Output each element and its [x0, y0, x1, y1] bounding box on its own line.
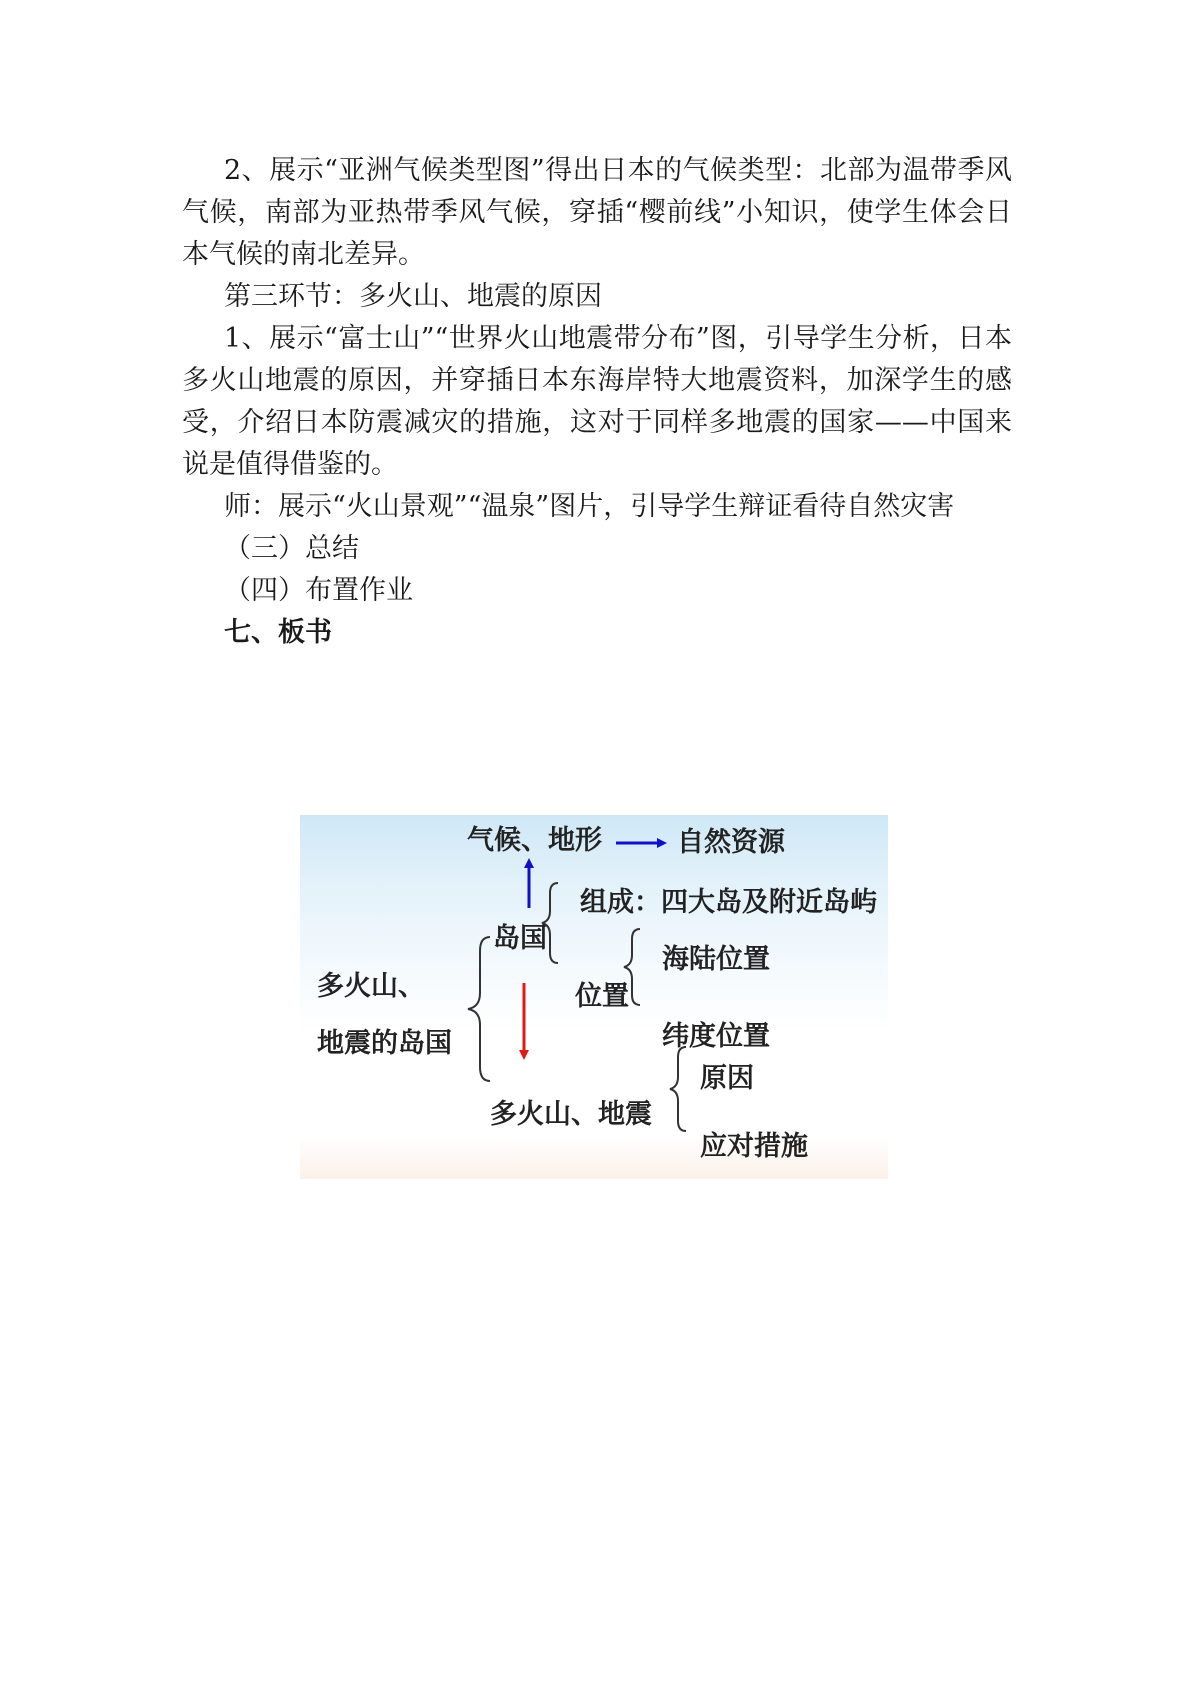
paragraph-teacher-note: 师：展示“火山景观”“温泉”图片，引导学生辩证看待自然灾害	[224, 491, 955, 522]
brace-volcano	[670, 1047, 686, 1131]
node-cause: 原因	[700, 1063, 754, 1094]
paragraph-third-stage: 第三环节：多火山、地震的原因	[224, 281, 602, 312]
section-heading-blackboard: 七、板书	[224, 617, 332, 648]
brace-root	[468, 937, 490, 1081]
paragraph-climate-types: 2、展示“亚洲气候类型图”得出日本的气候类型：北部为温带季风气候，南部为亚热带季风气候，穿插“樱前线”小知识，使学生体会日本气候的南北差异。	[182, 155, 1012, 270]
paragraph-summary: （三）总结	[224, 533, 359, 564]
blackboard-diagram	[300, 815, 888, 1179]
node-root-line1: 多火山、	[317, 971, 425, 1002]
node-location: 位置	[575, 981, 629, 1012]
node-composition: 组成：四大岛及附近岛屿	[580, 887, 877, 918]
node-latitude-position: 纬度位置	[662, 1021, 770, 1052]
node-countermeasures: 应对措施	[700, 1131, 808, 1162]
node-root-line2: 地震的岛国	[317, 1028, 452, 1059]
node-climate-terrain: 气候、地形	[467, 825, 602, 856]
node-natural-resources: 自然资源	[677, 827, 785, 858]
paragraph-homework: （四）布置作业	[224, 575, 413, 606]
paragraph-volcano-causes: 1、展示“富士山”“世界火山地震带分布”图，引导学生分析，日本多火山地震的原因，并穿插日本东海岸特大地震资料，加深学生的感受，介绍日本防震减灾的措施，这对于同样多地震的国家——中国来说是值得借鉴的。	[182, 323, 1012, 480]
lesson-text	[182, 150, 1012, 654]
node-volcano-earthquake: 多火山、地震	[490, 1099, 652, 1130]
node-island: 岛国	[493, 923, 547, 954]
node-sea-land-position: 海陆位置	[662, 944, 770, 975]
